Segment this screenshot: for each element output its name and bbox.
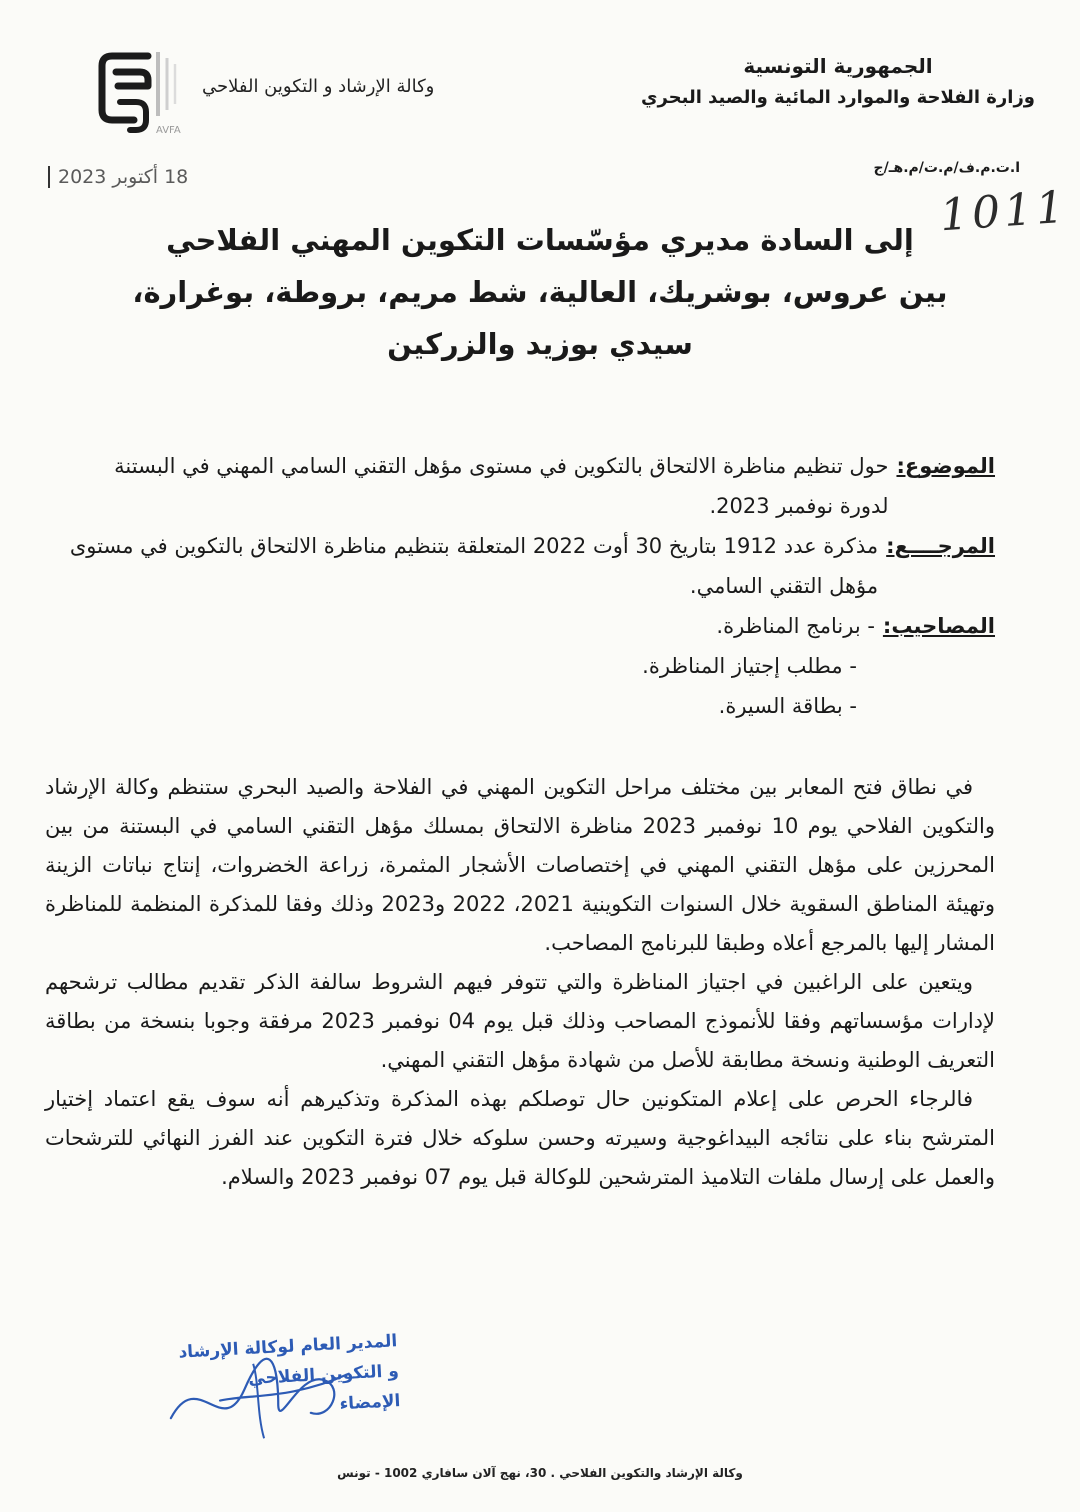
republic-title: الجمهورية التونسية: [743, 54, 933, 78]
handwritten-signature-icon: [157, 1338, 362, 1458]
subject-row: [60, 446, 995, 526]
stamp-line: المدير العام لوكالة الإرشاد: [178, 1331, 398, 1363]
attachment-item: - برنامج المناظرة.: [716, 614, 875, 638]
date-stamp: 18 أكتوبر 2023: [48, 166, 188, 188]
ministry-title: وزارة الفلاحة والموارد المائية والصيد البحري: [640, 87, 1035, 108]
letter-body: [45, 768, 995, 1197]
reference-row: [60, 526, 995, 606]
signature-stamp: [97, 1326, 403, 1472]
logo-text: AVFA: [156, 125, 181, 136]
memo-header: [60, 446, 995, 726]
attachments-list: [60, 606, 875, 726]
agency-logo-icon: [90, 40, 200, 138]
addressee-line: سيدي بوزيد والزركين: [387, 327, 693, 361]
agency-name: وكالة الإرشاد و التكوين الفلاحي: [202, 76, 435, 97]
reference-label: المرجــــع:: [886, 534, 995, 558]
letterhead-right: [641, 50, 1035, 114]
agency-logo: [90, 40, 200, 138]
subject-label: الموضوع:: [896, 454, 995, 478]
addressee-block: [60, 214, 1020, 370]
addressee-line: إلى السادة مديري مؤسّسات التكوين المهني الفلاحي: [166, 223, 914, 257]
footer-address: وكالة الإرشاد والتكوين الفلاحي . 30، نهج آلان سافاري 1002 - تونس: [337, 1466, 743, 1480]
attachments-row: [60, 606, 995, 726]
subject-text: حول تنظيم مناظرة الالتحاق بالتكوين في مستوى مؤهل التقني السامي المهني في البستنة لدورة نوفمبر 2023.: [114, 454, 889, 518]
body-paragraph: فالرجاء الحرص على إعلام المتكونين حال توصلكم بهذه المذكرة وتذكيرهم أنه سوف يقع اعتماد إختيار المترشح بناء على نتائجه البيداغوجية وسيرته وحسن سلوكه خلال فترة التكوين عند الفرز النهائي للترشحات والعمل على إرسال ملفات التلاميذ المترشحين للوكالة قبل يوم 07 نوفمبر 2023 والسلام.: [45, 1087, 995, 1189]
reference-code: ا.ت.م.ف/م.ت/م.هـ/ج: [873, 160, 1020, 176]
body-paragraph: ويتعين على الراغبين في اجتياز المناظرة والتي تتوفر فيهم الشروط سالفة الذكر تقديم مطالب ترشحهم لإدارات مؤسساتهم وفقا للأنموذج المصاحب وذلك قبل يوم 04 نوفمبر 2023 مرفقة وجوبا بنسخة من بطاقة التعريف الوطنية ونسخة مطابقة للأصل من شهادة مؤهل التقني المهني.: [45, 970, 996, 1072]
body-paragraph: في نطاق فتح المعابر بين مختلف مراحل التكوين المهني في الفلاحة والصيد البحري ستنظم وكالة الإرشاد والتكوين الفلاحي يوم 10 نوفمبر 2023 مناظرة الالتحاق بمسلك مؤهل التقني السامي في البستنة من بين المحرزين على مؤهل التقني المهني في إختصاصات الأشجار المثمرة، زراعة الخضروات، إنتاج نباتات الزينة وتهيئة المناطق السقوية خلال السنوات التكوينية 2021، 2022 و2023 وذلك وفقا للمذكرة المنظمة للمناظرة المشار إليها بالمرجع أعلاه وطبقا للبرنامج المصاحب.: [45, 775, 995, 955]
attachment-item: - مطلب إجتياز المناظرة.: [642, 654, 857, 678]
stamp-line: الإمضاء: [339, 1391, 401, 1415]
stamp-line: و التكوين الفلاحي: [247, 1361, 400, 1390]
reference-text: مذكرة عدد 1912 بتاريخ 30 أوت 2022 المتعلقة بتنظيم مناظرة الالتحاق بالتكوين في مستوى مؤهل التقني السامي.: [69, 534, 879, 598]
addressee-line: بين عروس، بوشريك، العالية، شط مريم، بروطة، بوغرارة،: [132, 275, 948, 309]
registration-number: 1011: [938, 181, 1070, 242]
attachments-label: المصاحيب:: [882, 614, 995, 638]
attachment-item: - بطاقة السيرة.: [718, 694, 857, 718]
